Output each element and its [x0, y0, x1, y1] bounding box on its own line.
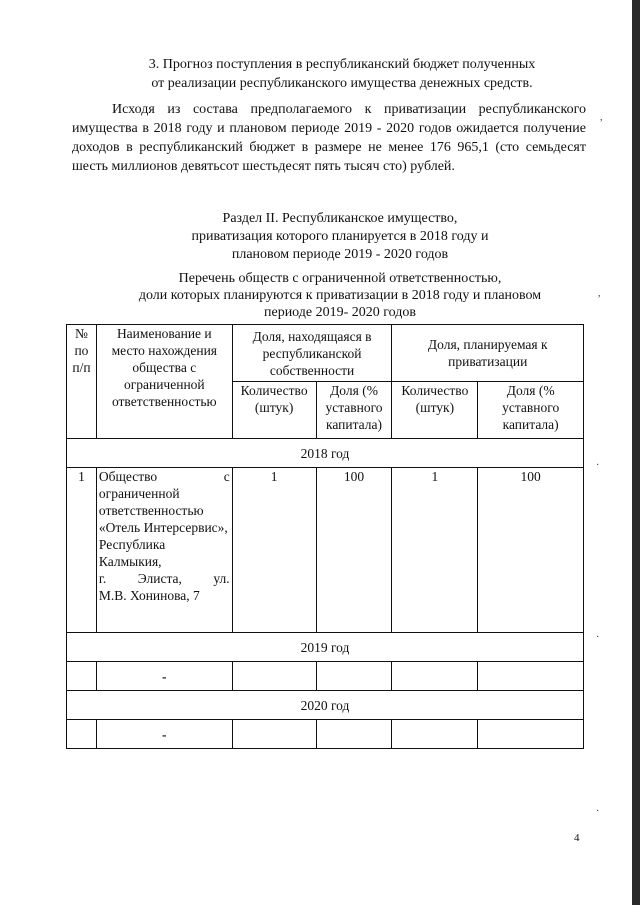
header-row-1: [67, 325, 584, 382]
page-number: 4: [574, 832, 580, 844]
row-pct-republic: 100: [316, 468, 392, 633]
year-2018: 2018 год: [67, 439, 584, 468]
header-qty-republic: Количество (штук): [232, 382, 316, 439]
year-row-2019: [67, 633, 584, 662]
name-word: Общество: [98, 469, 158, 484]
header-pct-privatization: Доля (% уставного капитала): [478, 382, 584, 439]
list-title-line-3: периоде 2019- 2020 годов: [263, 305, 417, 320]
scan-speck: ·: [596, 806, 600, 817]
list-title: [70, 270, 610, 321]
row-qty-republic: 1: [232, 468, 316, 633]
list-title-line-1: Перечень обществ с ограниченной ответственностью,: [178, 271, 502, 286]
row-qty-privatization: 1: [392, 468, 478, 633]
section-title-line-3: плановом периоде 2019 - 2020 годов: [231, 247, 449, 262]
header-pct-republic: Доля (% уставного капитала): [316, 382, 392, 439]
year-row-2018: [67, 439, 584, 468]
section-title-line-1: Раздел II. Республиканское имущество,: [222, 211, 458, 226]
header-share-privatization: Доля, планируемая к приватизации: [392, 325, 584, 382]
list-title-line-2: доли которых планируются к приватизации в 2018 году и плановом: [138, 288, 542, 303]
table-row: [67, 720, 584, 749]
row-num: 1: [67, 468, 97, 633]
privatization-table: [66, 324, 584, 749]
empty-cell: [478, 720, 584, 749]
revenue-paragraph: Исходя из состава предполагаемого к приватизации республиканского имущества в 2018 году и плановом периоде 2019 - 2020 годов ожидается получение доходов в республиканский бюджет в размере не менее 176 965,1 (сто семьдесят шесть миллионов девятьсот шестьдесят пять тысяч сто) рублей.: [72, 102, 586, 174]
year-row-2020: [67, 691, 584, 720]
table-row: [67, 662, 584, 691]
empty-cell: [232, 720, 316, 749]
scan-edge: [632, 0, 640, 905]
section-title-line-2: приватизация которого планируется в 2018 году и: [191, 229, 489, 244]
year-2020: 2020 год: [67, 691, 584, 720]
scan-speck: ,: [598, 288, 601, 299]
empty-cell: [232, 662, 316, 691]
name-word: ул.: [213, 571, 230, 586]
heading-line-2: от реализации республиканского имущества денежных средств.: [151, 76, 533, 91]
name-word: Элиста,: [137, 571, 182, 586]
empty-cell: [392, 662, 478, 691]
empty-cell: [316, 720, 392, 749]
name-word: г.: [98, 571, 107, 586]
section-title: [140, 210, 540, 264]
empty-cell: [478, 662, 584, 691]
name-text: М.В. Хонинова, 7: [98, 588, 200, 603]
year-2019: 2019 год: [67, 633, 584, 662]
name-text: ограниченной ответственностью «Отель Интерсервис», Республика Калмыкия,: [98, 486, 228, 569]
section-heading: [100, 55, 584, 93]
empty-cell: [67, 720, 97, 749]
scan-speck: ·: [596, 460, 600, 471]
header-qty-privatization: Количество (штук): [392, 382, 478, 439]
empty-cell: [316, 662, 392, 691]
heading-line-1: 3. Прогноз поступления в республиканский бюджет полученных: [148, 57, 536, 72]
empty-cell: [67, 662, 97, 691]
name-word: с: [223, 469, 230, 484]
row-pct-privatization: 100: [478, 468, 584, 633]
dash-2020: -: [96, 720, 232, 749]
header-share-republic: Доля, находящаяся в республиканской собственности: [232, 325, 392, 382]
empty-cell: [392, 720, 478, 749]
row-company-name: [96, 468, 232, 633]
dash-2019: -: [96, 662, 232, 691]
table-row: [67, 468, 584, 633]
header-num: № по п/п: [67, 325, 97, 439]
scan-speck: ·: [596, 632, 600, 643]
header-name: Наименование и место нахождения общества с ограниченной ответственностью: [96, 325, 232, 439]
scan-speck: ,: [600, 112, 603, 123]
